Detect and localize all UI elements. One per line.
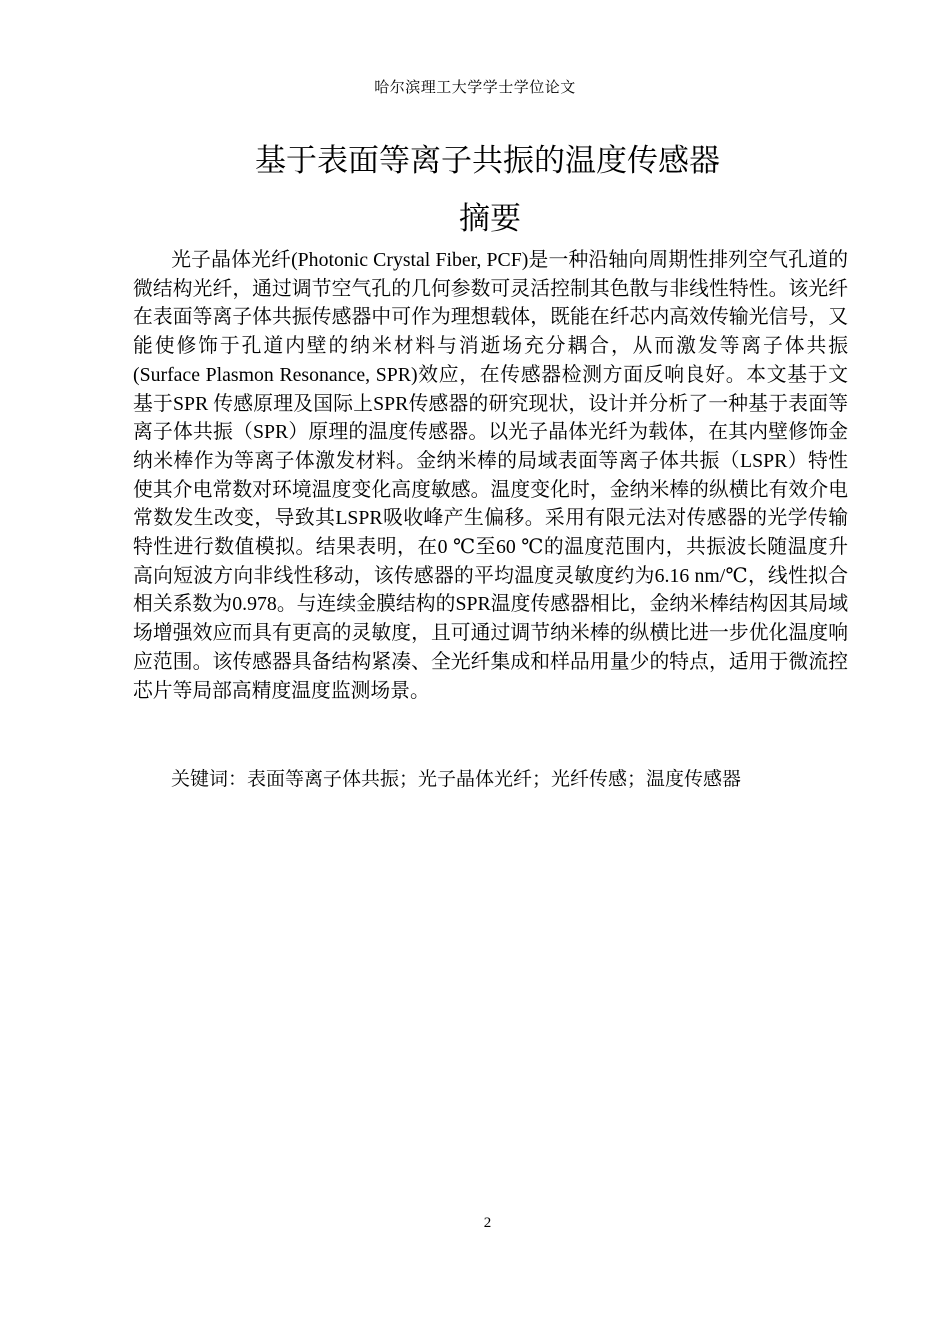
abstract-paragraph: [133, 246, 848, 705]
document-title: 基于表面等离子共振的温度传感器: [255, 143, 720, 179]
abstract-text: 光子晶体光纤(Photonic Crystal Fiber, PCF)是一种沿轴向周期性排列空气孔道的微结构光纤，通过调节空气孔的几何参数可灵活控制其色散与非线性特性。该光纤在表面等离子体共振传感器中可作为理想载体，既能在纤芯内高效传输光信号，又能使修饰于孔道内壁的纳米材料与消逝场充分耦合，从而激发等离子体共振(Surface Plasmon Resonance, SPR)效应，在传感器检测方面反响良好。本文基于文基于SPR 传感原理及国际上SPR传感器的研究现状，设计并分析了一种基于表面等离子体共振（SPR）原理的温度传感器。以光子晶体光纤为载体，在其内壁修饰金纳米棒作为等离子体激发材料。金纳米棒的局域表面等离子体共振（LSPR）特性使其介电常数对环境温度变化高度敏感。温度变化时，金纳米棒的纵横比有效介电常数发生改变，导致其LSPR吸收峰产生偏移。采用有限元法对传感器的光学传输特性进行数值模拟。结果表明，在0 ℃至60 ℃的温度范围内，共振波长随温度升高向短波方向非线性移动，该传感器的平均温度灵敏度约为6.16 nm/℃，线性拟合相关系数为0.978。与连续金膜结构的SPR温度传感器相比，金纳米棒结构因其局域场增强效应而具有更高的灵敏度，且可通过调节纳米棒的纵横比进一步优化温度响应范围。该传感器具备结构紧凑、全光纤集成和样品用量少的特点，适用于微流控芯片等局部高精度温度监测场景。: [133, 249, 848, 702]
keywords-line: 关键词：表面等离子体共振；光子晶体光纤；光纤传感；温度传感器: [171, 768, 742, 790]
running-header: 哈尔滨理工大学学士学位论文: [374, 80, 576, 96]
abstract-heading: 摘要: [459, 201, 521, 237]
page-number: 2: [483, 1215, 492, 1231]
